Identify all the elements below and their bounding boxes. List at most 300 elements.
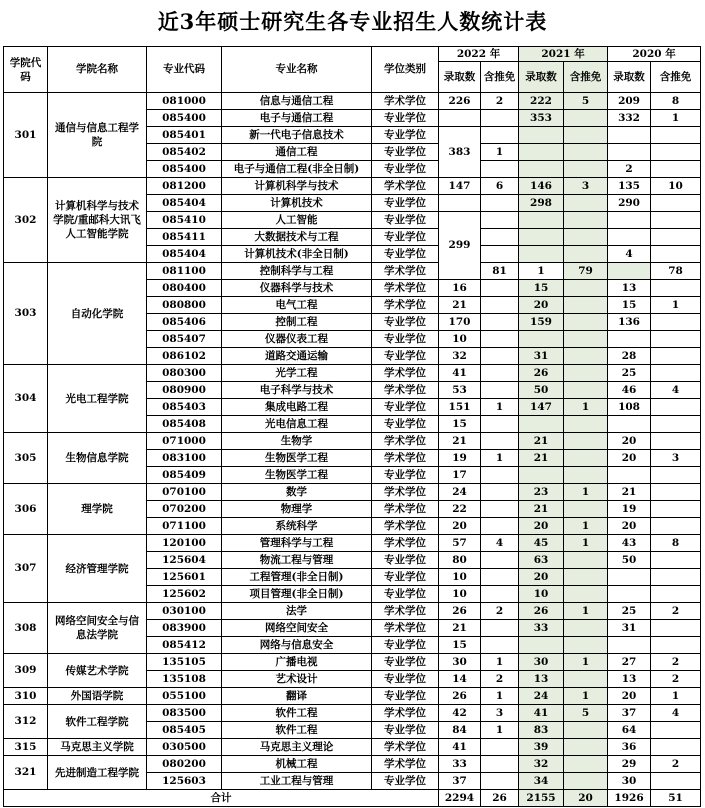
degree-type-cell: 学术学位 <box>372 705 439 722</box>
degree-type-cell: 专业学位 <box>372 331 439 348</box>
exempt-2020-cell: 8 <box>651 535 701 552</box>
admitted-2021-cell: 222 <box>519 93 564 110</box>
major-code-cell: 125603 <box>147 773 222 790</box>
college-code-cell: 315 <box>4 739 48 756</box>
admitted-2022-cell: 21 <box>439 620 481 637</box>
exempt-2021-cell <box>564 501 608 518</box>
major-code-cell: 085405 <box>147 722 222 739</box>
degree-type-cell: 学术学位 <box>372 365 439 382</box>
exempt-2021-cell: 1 <box>564 535 608 552</box>
degree-type-cell: 专业学位 <box>372 348 439 365</box>
admitted-2021-cell: 31 <box>519 348 564 365</box>
exempt-2020-cell: 1 <box>651 688 701 705</box>
admitted-2020-cell: 25 <box>608 603 651 620</box>
degree-type-cell: 专业学位 <box>372 246 439 263</box>
admitted-2022-cell: 26 <box>439 688 481 705</box>
admitted-2020-cell: 36 <box>608 739 651 756</box>
exempt-2022-cell <box>481 110 519 127</box>
degree-type-cell: 专业学位 <box>372 671 439 688</box>
admitted-2022-cell: 20 <box>439 518 481 535</box>
page-title: 近3年硕士研究生各专业招生人数统计表 <box>157 9 548 34</box>
admitted-2022-cell: 17 <box>439 467 481 484</box>
admitted-2021-cell: 24 <box>519 688 564 705</box>
exempt-2022-cell: 1 <box>481 722 519 739</box>
admitted-2021-cell: 21 <box>519 450 564 467</box>
admitted-2020-cell: 4 <box>608 246 651 263</box>
degree-type-cell: 专业学位 <box>372 416 439 433</box>
exempt-2021-cell <box>564 467 608 484</box>
college-name-cell: 外国语学院 <box>48 688 147 705</box>
degree-type-cell: 学术学位 <box>372 739 439 756</box>
admitted-2020-cell: 20 <box>608 518 651 535</box>
exempt-2020-cell <box>651 739 701 756</box>
exempt-2020-cell <box>651 569 701 586</box>
degree-type-cell: 专业学位 <box>372 212 439 229</box>
admitted-2021-cell: 33 <box>519 620 564 637</box>
admitted-2022-cell: 10 <box>439 569 481 586</box>
admitted-2022-cell: 15 <box>439 416 481 433</box>
major-name-cell: 信息与通信工程 <box>222 93 372 110</box>
major-code-cell: 070200 <box>147 501 222 518</box>
admitted-2021-cell <box>519 246 564 263</box>
college-code-cell: 304 <box>4 365 48 433</box>
admitted-2020-cell <box>608 586 651 603</box>
major-name-cell: 生物医学工程 <box>222 450 372 467</box>
admitted-2022-cell: 53 <box>439 382 481 399</box>
major-code-cell: 085407 <box>147 331 222 348</box>
table-row <box>4 263 701 280</box>
exempt-2021-cell: 1 <box>564 603 608 620</box>
major-code-cell: 125602 <box>147 586 222 603</box>
exempt-2022-cell: 1 <box>481 654 519 671</box>
header-college-name: 学院名称 <box>48 47 147 93</box>
major-name-cell: 仪器仪表工程 <box>222 331 372 348</box>
exempt-2021-cell <box>608 263 651 280</box>
exempt-2022-cell <box>481 161 519 178</box>
exempt-2022-cell <box>481 620 519 637</box>
exempt-2021-cell: 1 <box>564 654 608 671</box>
admitted-2022-cell: 16 <box>439 280 481 297</box>
major-name-cell: 仪器科学与技术 <box>222 280 372 297</box>
admitted-2021-cell: 26 <box>519 365 564 382</box>
exempt-2022-cell <box>481 127 519 144</box>
degree-type-cell: 专业学位 <box>372 127 439 144</box>
admitted-2020-cell: 20 <box>608 450 651 467</box>
admitted-2020-cell: 29 <box>608 756 651 773</box>
admitted-2021-cell: 10 <box>519 586 564 603</box>
exempt-2020-cell: 3 <box>651 450 701 467</box>
exempt-2021-cell <box>564 314 608 331</box>
exempt-2020-cell <box>651 365 701 382</box>
admitted-2020-cell: 64 <box>608 722 651 739</box>
table-row <box>4 535 701 552</box>
college-name-cell: 光电工程学院 <box>48 365 147 433</box>
exempt-2021-cell <box>564 637 608 654</box>
major-name-cell: 生物学 <box>222 433 372 450</box>
admitted-2022-cell <box>439 195 481 212</box>
admitted-2021-cell: 13 <box>519 671 564 688</box>
college-code-cell: 312 <box>4 705 48 739</box>
exempt-2022-cell <box>481 756 519 773</box>
admitted-2021-cell: 32 <box>519 756 564 773</box>
exempt-2020-cell <box>651 314 701 331</box>
major-code-cell: 085404 <box>147 246 222 263</box>
admitted-2020-cell: 37 <box>608 705 651 722</box>
major-name-cell: 项目管理(非全日制) <box>222 586 372 603</box>
exempt-2022-cell <box>481 280 519 297</box>
exempt-2020-cell: 1 <box>651 110 701 127</box>
admitted-2021-cell: 20 <box>519 569 564 586</box>
college-code-cell: 308 <box>4 603 48 654</box>
admitted-2021-cell: 21 <box>519 433 564 450</box>
major-code-cell: 080400 <box>147 280 222 297</box>
admitted-2022-cell: 151 <box>439 399 481 416</box>
table-body <box>4 93 701 807</box>
admitted-2022-cell: 32 <box>439 348 481 365</box>
major-name-cell: 网络与信息安全 <box>222 637 372 654</box>
admitted-2020-cell: 25 <box>608 365 651 382</box>
degree-type-cell: 学术学位 <box>372 297 439 314</box>
degree-type-cell: 专业学位 <box>372 161 439 178</box>
total-a22-cell: 2294 <box>439 790 481 807</box>
major-name-cell: 光电信息工程 <box>222 416 372 433</box>
admitted-2021-cell: 50 <box>519 382 564 399</box>
header-college-code: 学院代码 <box>4 47 48 93</box>
exempt-2021-cell <box>564 433 608 450</box>
exempt-2021-cell: 1 <box>564 484 608 501</box>
major-name-cell: 机械工程 <box>222 756 372 773</box>
admitted-2020-cell <box>608 331 651 348</box>
table-row <box>4 756 701 773</box>
exempt-2022-cell: 1 <box>519 263 564 280</box>
major-name-cell: 马克思主义理论 <box>222 739 372 756</box>
college-name-cell: 传媒艺术学院 <box>48 654 147 688</box>
major-name-cell: 工业工程与管理 <box>222 773 372 790</box>
exempt-2020-cell <box>651 348 701 365</box>
exempt-2021-cell <box>564 127 608 144</box>
degree-type-cell: 专业学位 <box>372 195 439 212</box>
exempt-2022-cell <box>481 484 519 501</box>
major-name-cell: 道路交通运输 <box>222 348 372 365</box>
major-code-cell: 085409 <box>147 467 222 484</box>
major-name-cell: 电子科学与技术 <box>222 382 372 399</box>
admitted-2022-cell: 30 <box>439 654 481 671</box>
degree-type-cell: 专业学位 <box>372 586 439 603</box>
exempt-2022-cell <box>481 229 519 246</box>
college-name-cell: 经济管理学院 <box>48 535 147 603</box>
total-a21-cell: 2155 <box>519 790 564 807</box>
admitted-2020-cell: 332 <box>608 110 651 127</box>
major-name-cell: 控制工程 <box>222 314 372 331</box>
exempt-2021-cell: 5 <box>564 705 608 722</box>
major-code-cell: 085402 <box>147 144 222 161</box>
admitted-2022-cell: 226 <box>439 93 481 110</box>
exempt-2020-cell <box>651 501 701 518</box>
admitted-2021-cell: 30 <box>519 654 564 671</box>
exempt-2021-cell: 1 <box>564 399 608 416</box>
degree-type-cell: 专业学位 <box>372 654 439 671</box>
major-name-cell: 艺术设计 <box>222 671 372 688</box>
admitted-2021-cell: 41 <box>519 705 564 722</box>
major-code-cell: 135108 <box>147 671 222 688</box>
major-name-cell: 管理科学与工程 <box>222 535 372 552</box>
admitted-2022-cell: 22 <box>439 501 481 518</box>
header-exempt-2020: 含推免 <box>651 62 701 93</box>
degree-type-cell: 专业学位 <box>372 569 439 586</box>
major-code-cell: 081100 <box>147 263 222 280</box>
exempt-2022-cell: 6 <box>481 178 519 195</box>
exempt-2020-cell: 8 <box>651 93 701 110</box>
exempt-2022-cell <box>481 467 519 484</box>
table-row <box>4 93 701 110</box>
major-name-cell: 电子与通信工程(非全日制) <box>222 161 372 178</box>
total-row <box>4 790 701 807</box>
exempt-2021-cell <box>564 144 608 161</box>
header-major-code: 专业代码 <box>147 47 222 93</box>
major-name-cell: 网络空间安全 <box>222 620 372 637</box>
exempt-2021-cell <box>564 450 608 467</box>
college-code-cell: 321 <box>4 756 48 790</box>
degree-type-cell: 学术学位 <box>372 501 439 518</box>
college-name-cell: 通信与信息工程学院 <box>48 93 147 178</box>
exempt-2020-cell <box>651 195 701 212</box>
total-a20-cell: 1926 <box>608 790 651 807</box>
admitted-2020-cell <box>608 144 651 161</box>
admitted-2020-cell: 46 <box>608 382 651 399</box>
major-name-cell: 大数据技术与工程 <box>222 229 372 246</box>
exempt-2021-cell <box>564 212 608 229</box>
admitted-2020-cell: 15 <box>608 297 651 314</box>
table-row <box>4 603 701 620</box>
exempt-2021-cell <box>564 382 608 399</box>
major-code-cell: 083100 <box>147 450 222 467</box>
header-year-2022: 2022 年 <box>439 47 519 62</box>
exempt-2021-cell <box>564 671 608 688</box>
total-e22-cell: 26 <box>481 790 519 807</box>
degree-type-cell: 学术学位 <box>372 263 439 280</box>
degree-type-cell: 专业学位 <box>372 399 439 416</box>
college-name-cell: 网络空间安全与信息法学院 <box>48 603 147 654</box>
major-code-cell: 071100 <box>147 518 222 535</box>
admitted-2020-cell: 28 <box>608 348 651 365</box>
degree-type-cell: 学术学位 <box>372 433 439 450</box>
admitted-2020-cell: 135 <box>608 178 651 195</box>
degree-type-cell: 专业学位 <box>372 688 439 705</box>
exempt-2021-cell <box>564 552 608 569</box>
admitted-2022-cell: 19 <box>439 450 481 467</box>
degree-type-cell: 学术学位 <box>372 382 439 399</box>
exempt-2021-cell: 3 <box>564 178 608 195</box>
major-name-cell: 光学工程 <box>222 365 372 382</box>
admitted-2022-cell: 84 <box>439 722 481 739</box>
admitted-2021-cell: 353 <box>519 110 564 127</box>
header-year-2021: 2021 年 <box>519 47 608 62</box>
admitted-2021-cell: 26 <box>519 603 564 620</box>
exempt-2022-cell <box>481 365 519 382</box>
major-name-cell: 物流工程与管理 <box>222 552 372 569</box>
college-name-cell: 马克思主义学院 <box>48 739 147 756</box>
table-row <box>4 433 701 450</box>
admitted-2021-cell: 15 <box>519 280 564 297</box>
exempt-2022-cell <box>481 246 519 263</box>
major-name-cell: 广播电视 <box>222 654 372 671</box>
admitted-2021-cell <box>519 416 564 433</box>
exempt-2021-cell: 1 <box>564 518 608 535</box>
degree-type-cell: 专业学位 <box>372 467 439 484</box>
major-code-cell: 055100 <box>147 688 222 705</box>
admitted-2020-cell: 19 <box>608 501 651 518</box>
major-name-cell: 控制科学与工程 <box>222 263 372 280</box>
exempt-2022-cell <box>481 195 519 212</box>
admitted-2021-cell <box>519 637 564 654</box>
admitted-2020-cell: 209 <box>608 93 651 110</box>
table-row <box>4 654 701 671</box>
exempt-2022-cell: 1 <box>481 399 519 416</box>
major-name-cell: 数学 <box>222 484 372 501</box>
exempt-2020-cell: 2 <box>651 654 701 671</box>
exempt-2021-cell: 5 <box>564 93 608 110</box>
major-code-cell: 071000 <box>147 433 222 450</box>
table-row <box>4 365 701 382</box>
major-name-cell: 物理学 <box>222 501 372 518</box>
admitted-2021-cell: 34 <box>519 773 564 790</box>
admitted-2022-cell: 26 <box>439 603 481 620</box>
major-code-cell: 125604 <box>147 552 222 569</box>
admitted-2020-cell: 20 <box>608 433 651 450</box>
major-code-cell: 085411 <box>147 229 222 246</box>
exempt-2021-cell <box>564 756 608 773</box>
admitted-2020-cell: 136 <box>608 314 651 331</box>
admitted-2021-cell <box>519 161 564 178</box>
total-e21-cell: 20 <box>564 790 608 807</box>
admitted-2022-cell: 299 <box>439 212 481 280</box>
college-name-cell: 先进制造工程学院 <box>48 756 147 790</box>
exempt-2020-cell <box>651 280 701 297</box>
college-code-cell: 305 <box>4 433 48 484</box>
degree-type-cell: 学术学位 <box>372 484 439 501</box>
header-degree-type: 学位类别 <box>372 47 439 93</box>
degree-type-cell: 专业学位 <box>372 314 439 331</box>
admitted-2020-cell: 78 <box>651 263 701 280</box>
degree-type-cell: 专业学位 <box>372 144 439 161</box>
admitted-2021-cell: 20 <box>519 297 564 314</box>
admitted-2020-cell: 290 <box>608 195 651 212</box>
admitted-2020-cell <box>608 637 651 654</box>
admitted-2020-cell: 20 <box>608 688 651 705</box>
degree-type-cell: 学术学位 <box>372 93 439 110</box>
major-code-cell: 080200 <box>147 756 222 773</box>
degree-type-cell: 学术学位 <box>372 280 439 297</box>
admitted-2021-cell: 159 <box>519 314 564 331</box>
admitted-2022-cell: 33 <box>439 756 481 773</box>
major-name-cell: 计算机科学与技术 <box>222 178 372 195</box>
header-admitted-2021: 录取数 <box>519 62 564 93</box>
degree-type-cell: 学术学位 <box>372 603 439 620</box>
exempt-2022-cell <box>481 314 519 331</box>
major-code-cell: 120100 <box>147 535 222 552</box>
exempt-2020-cell <box>651 399 701 416</box>
table-row <box>4 688 701 705</box>
exempt-2020-cell <box>651 484 701 501</box>
major-code-cell: 085400 <box>147 161 222 178</box>
admitted-2021-cell: 146 <box>519 178 564 195</box>
college-code-cell: 307 <box>4 535 48 603</box>
total-e20-cell: 51 <box>651 790 701 807</box>
exempt-2020-cell <box>651 212 701 229</box>
exempt-2020-cell <box>651 161 701 178</box>
exempt-2022-cell <box>481 773 519 790</box>
degree-type-cell: 专业学位 <box>372 229 439 246</box>
exempt-2021-cell <box>564 416 608 433</box>
admitted-2020-cell: 13 <box>608 671 651 688</box>
admitted-2020-cell: 27 <box>608 654 651 671</box>
admitted-2022-cell <box>439 110 481 127</box>
degree-type-cell: 学术学位 <box>372 535 439 552</box>
college-code-cell: 310 <box>4 688 48 705</box>
major-code-cell: 081000 <box>147 93 222 110</box>
major-name-cell: 计算机技术 <box>222 195 372 212</box>
exempt-2022-cell: 1 <box>481 450 519 467</box>
major-name-cell: 法学 <box>222 603 372 620</box>
exempt-2022-cell <box>481 569 519 586</box>
major-code-cell: 086102 <box>147 348 222 365</box>
exempt-2022-cell <box>481 501 519 518</box>
degree-type-cell: 学术学位 <box>372 450 439 467</box>
admitted-2022-cell: 42 <box>439 705 481 722</box>
degree-type-cell: 专业学位 <box>372 722 439 739</box>
degree-type-cell: 学术学位 <box>372 178 439 195</box>
major-code-cell: 083900 <box>147 620 222 637</box>
major-code-cell: 085400 <box>147 110 222 127</box>
exempt-2022-cell: 2 <box>481 671 519 688</box>
exempt-2021-cell: 1 <box>564 688 608 705</box>
admitted-2022-cell: 147 <box>439 178 481 195</box>
college-name-cell: 理学院 <box>48 484 147 535</box>
major-code-cell: 085401 <box>147 127 222 144</box>
admitted-2020-cell: 21 <box>608 484 651 501</box>
college-name-cell: 生物信息学院 <box>48 433 147 484</box>
exempt-2022-cell: 2 <box>481 93 519 110</box>
exempt-2021-cell <box>564 229 608 246</box>
exempt-2022-cell: 1 <box>481 144 519 161</box>
exempt-2021-cell <box>564 739 608 756</box>
admitted-2021-cell: 298 <box>519 195 564 212</box>
table-row <box>4 484 701 501</box>
admitted-2021-cell <box>519 229 564 246</box>
admitted-2022-cell: 10 <box>439 586 481 603</box>
admitted-2021-cell <box>519 331 564 348</box>
college-code-cell: 303 <box>4 263 48 365</box>
major-code-cell: 081200 <box>147 178 222 195</box>
major-code-cell: 085410 <box>147 212 222 229</box>
major-code-cell: 085406 <box>147 314 222 331</box>
header-admitted-2022: 录取数 <box>439 62 481 93</box>
major-name-cell: 人工智能 <box>222 212 372 229</box>
exempt-2021-cell <box>564 195 608 212</box>
exempt-2020-cell <box>651 586 701 603</box>
admitted-2022-cell: 10 <box>439 331 481 348</box>
college-name-cell: 计算机科学与技术学院/重邮科大讯飞人工智能学院 <box>48 178 147 263</box>
header-major-name: 专业名称 <box>222 47 372 93</box>
exempt-2022-cell <box>481 212 519 229</box>
degree-type-cell: 专业学位 <box>372 110 439 127</box>
exempt-2020-cell <box>651 416 701 433</box>
exempt-2020-cell <box>651 637 701 654</box>
table-row <box>4 178 701 195</box>
admitted-2020-cell <box>608 416 651 433</box>
exempt-2021-cell <box>564 246 608 263</box>
exempt-2020-cell <box>651 552 701 569</box>
